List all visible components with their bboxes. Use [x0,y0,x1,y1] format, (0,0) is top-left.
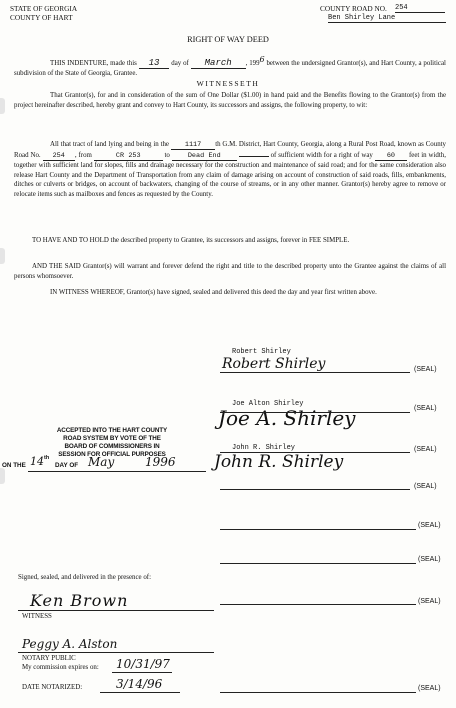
binder-hole-mark [0,468,5,484]
signature-line [220,412,410,413]
tract-paragraph [14,140,446,200]
typed-name: Joe Alton Shirley [232,400,304,408]
indenture-day: 13 [139,58,170,69]
seal-label: (SEAL) [414,405,437,412]
signature-line [220,529,416,530]
date-notarized-line [100,692,180,693]
county-label: COUNTY OF HART [10,13,73,22]
tract-text-1: All that tract of land lying and being in the [50,141,169,148]
witness-label: WITNESS [22,613,52,620]
to-value: Dead End [172,152,237,161]
stamp-year: 1996 [145,455,176,469]
signature-line [220,563,416,564]
stamp-line: ROAD SYSTEM BY VOTE OF THE [63,435,161,442]
road-name-value: Ben Shirley Lane [328,14,446,23]
tract-text-4: to [164,151,170,159]
stamp-date-line [28,471,206,472]
indenture-prefix: THIS INDENTURE, made this [50,60,137,67]
witness-line [18,610,214,611]
seal-label: (SEAL) [418,522,441,529]
stamp-line: ACCEPTED INTO THE HART COUNTY [56,427,168,434]
binder-hole-mark [0,98,5,114]
stamp-on-the: ON THE [2,462,26,469]
typed-name: John R. Shirley [232,444,296,452]
notary-line [18,652,214,653]
seal-label: (SEAL) [418,598,441,605]
date-notarized-value: 3/14/96 [116,677,163,691]
in-witness-paragraph: IN WITNESS WHEREOF, Grantor(s) have signed, sealed and delivered this deed the day and year first written above. [50,289,377,296]
witness-intro: Signed, sealed, and delivered in the presence of: [18,574,151,581]
stamp-line: BOARD OF COMMISSIONERS IN [64,443,160,450]
typed-name: Robert Shirley [232,348,291,356]
deed-title: RIGHT OF WAY DEED [187,35,269,44]
grantor-signature: Joe A. Shirley [218,406,356,430]
blank-width-line [239,156,269,157]
notary-signature: Peggy A. Alston [22,637,118,651]
stamp-th: th [44,455,50,461]
signature-line [220,372,410,373]
date-notarized-label: DATE NOTARIZED: [22,684,83,691]
road-no-label: COUNTY ROAD NO. [320,4,387,13]
signature-line [220,604,416,605]
warranty-paragraph: AND THE SAID Grantor(s) will warrant and forever defend the right and title to the described property unto the Grantee against the claims of all persons whomsoever. [14,263,446,280]
expires-line [112,672,172,673]
seal-label: (SEAL) [414,366,437,373]
grantor-signature: John R. Shirley [214,452,344,472]
witnesseth-heading: WITNESSETH [196,79,260,88]
consideration-paragraph: That Grantor(s), for and in consideration of the sum of One Dollar ($1.00) in hand paid and the Benefits flowing to the Grantor(s) from the project hereinafter described, hereby grant and convey to Hart County, its successors and assigns, the following property, to wit: [14,92,446,109]
stamp-day-of: DAY OF [55,462,79,469]
tract-road-no-value: 254 [43,152,75,161]
stamp-month: May [88,455,115,469]
habendum-paragraph: TO HAVE AND TO HOLD the described property to Grantee, its successors and assigns, forever in FEE SIMPLE. [32,237,350,244]
stamp-line: SESSION FOR OFFICIAL PURPOSES [58,451,166,458]
indenture-paragraph [14,55,446,78]
witness-signature: Ken Brown [30,591,129,610]
grantor-signature: Robert Shirley [222,356,326,372]
indenture-day-of: day of [171,60,189,67]
binder-hole-mark [0,248,5,264]
width-value: 60 [375,152,407,161]
state-label: STATE OF GEORGIA [10,4,78,13]
tract-text-2: th G.M. District, Hart County, Georgia, along a Rural Post Road, known as County Road No. [14,141,446,159]
signature-line [220,489,410,490]
commission-expires-value: 10/31/97 [116,657,170,671]
tract-text-6: feet in width, together with sufficient land for slopes, fills and drainage necessary for the construction and maintenance of said road; and for the same consideration also release Hart County and the Department of Transportation from any claim of damage arising on account of construction of said roads, fills, embankments, ditches or culverts or bridges, on account of backwaters, changing of the course of streams, or in any other manner. Grantor(s) hereby agree to remove or relocate items such as mailboxes and fences as requested by the County. [14,151,446,198]
from-value: CR 253 [94,152,163,161]
seal-label: (SEAL) [414,446,437,453]
district-value: 1117 [171,141,215,150]
stamp-day: 14 [30,455,44,468]
indenture-month: March [191,58,246,69]
road-no-value: 254 [395,4,445,13]
commission-expires-label: My commission expires on: [22,664,99,671]
notary-label: NOTARY PUBLIC [22,655,76,662]
indenture-year-digit: 6 [259,55,265,64]
seal-label: (SEAL) [414,483,437,490]
tract-text-5: of sufficient width for a right of way [270,151,373,159]
indenture-suffix: between the undersigned Grantor(s), and Hart County, a political subdivision of the State of Georgia, Grantee. [14,60,446,77]
seal-label: (SEAL) [418,556,441,563]
signature-line [220,692,416,693]
tract-text-3: , from [74,151,92,159]
seal-label: (SEAL) [418,685,441,692]
indenture-year-prefix: , 199 [245,60,260,67]
